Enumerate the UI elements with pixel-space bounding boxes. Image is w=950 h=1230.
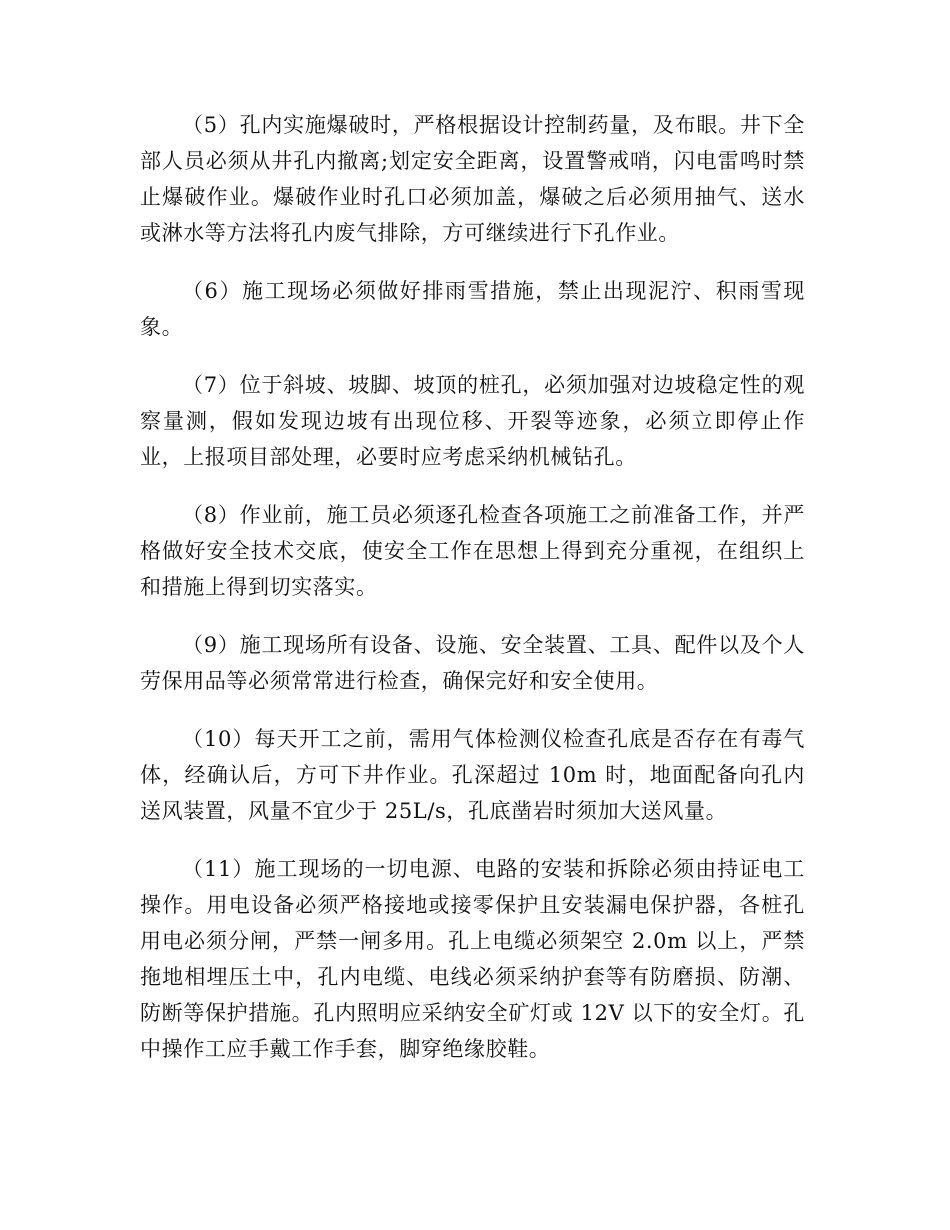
paragraph-5: （5）孔内实施爆破时，严格根据设计控制药量，及布眼。井下全部人员必须从井孔内撤离;划定安全距离，设置警戒哨，闪电雷鸣时禁止爆破作业。爆破作业时孔口必须加盖，爆破之后必须用抽气、送水或淋水等方法将孔内废气排除，方可继续进行下孔作业。 bbox=[140, 113, 805, 245]
paragraph-8: （8）作业前，施工员必须逐孔检查各项施工之前准备工作，并严格做好安全技术交底，使安全工作在思想上得到充分重视，在组织上和措施上得到切实落实。 bbox=[140, 503, 805, 599]
paragraph-10: （10）每天开工之前，需用气体检测仪检查孔底是否存在有毒气体，经确认后，方可下井作业。孔深超过 10m 时，地面配备向孔内送风装置，风量不宜少于 25L/s，孔底凿岩时须加大送风量。 bbox=[140, 727, 805, 823]
paragraph-9: （9）施工现场所有设备、设施、安全装置、工具、配件以及个人劳保用品等必须常常进行检查，确保完好和安全使用。 bbox=[140, 633, 805, 693]
document-page bbox=[140, 107, 805, 1089]
paragraph-7: （7）位于斜坡、坡脚、坡顶的桩孔，必须加强对边坡稳定性的观察量测，假如发现边坡有出现位移、开裂等迹象，必须立即停止作业，上报项目部处理，必要时应考虑采纳机械钻孔。 bbox=[140, 373, 805, 469]
paragraph-11: （11）施工现场的一切电源、电路的安装和拆除必须由持证电工操作。用电设备必须严格接地或接零保护且安装漏电保护器，各桩孔用电必须分闸，严禁一闸多用。孔上电缆必须架空 2.0m 以上，严禁拖地相埋压土中，孔内电缆、电线必须采纳护套等有防磨损、防潮、防断等保护措施。孔内照明应采纳安全矿灯或 12V 以下的安全灯。孔中操作工应手戴工作手套，脚穿绝缘胶鞋。 bbox=[140, 857, 805, 1061]
paragraph-6: （6）施工现场必须做好排雨雪措施，禁止出现泥泞、积雨雪现象。 bbox=[140, 279, 805, 339]
